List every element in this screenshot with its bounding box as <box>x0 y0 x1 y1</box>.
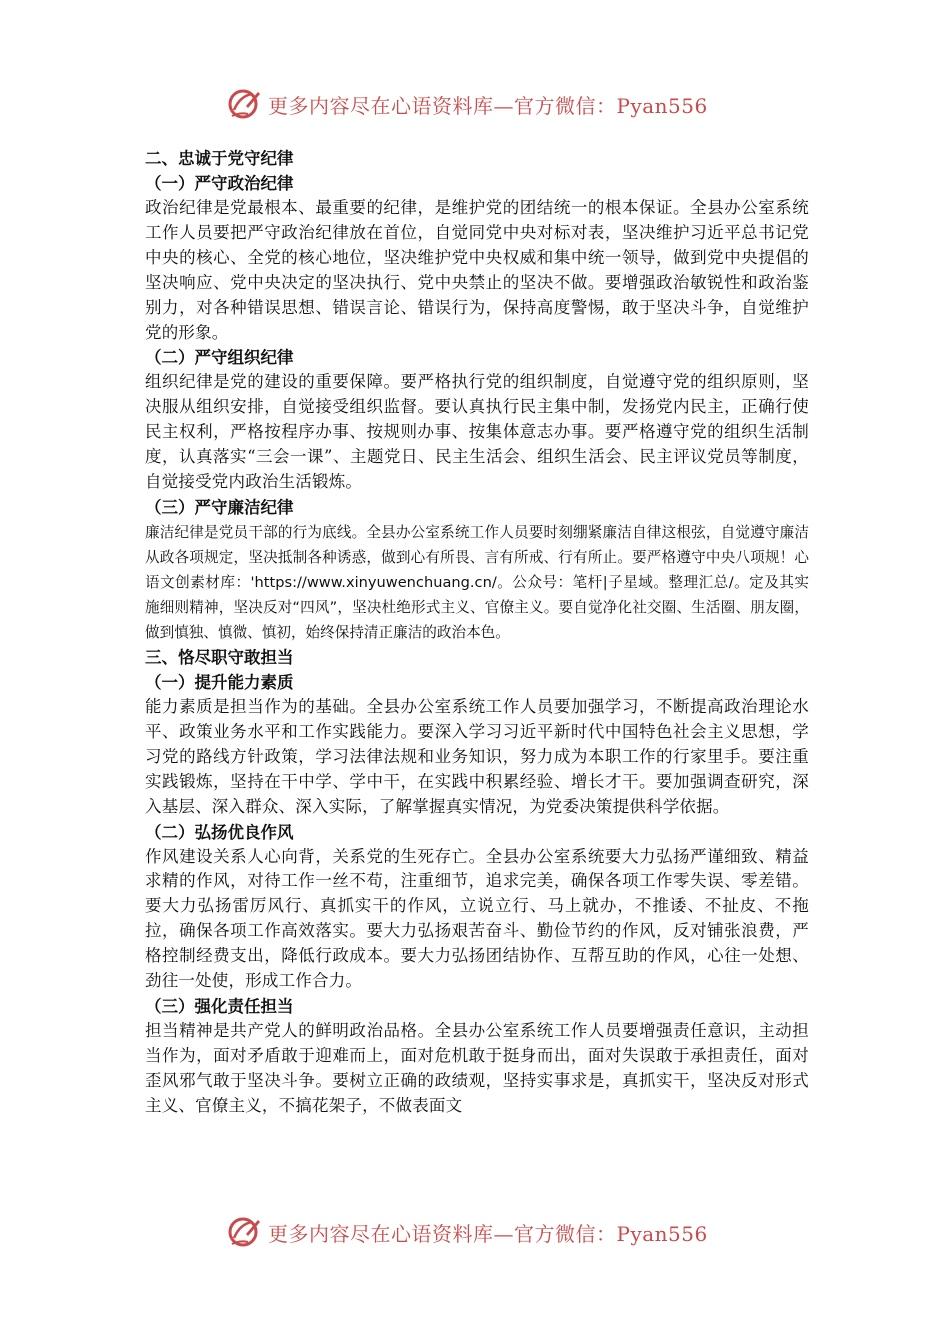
paragraph: 组织纪律是党的建设的重要保障。要严格执行党的组织制度，自觉遵守党的组织原则，坚决服从组织安排，自觉接受组织监督。要认真执行民主集中制，发扬党内民主，正确行使民主权利，严格按程序办事、按规则办事、按集体意志办事。要严格遵守党的组织生活制度，认真落实“三会一课”、主题党日、民主生活会、组织生活会、民主评议党员等制度，自觉接受党内政治生活锻炼。 <box>145 372 809 492</box>
subsection-heading: （三）严守廉洁纪律 <box>145 497 294 517</box>
section-heading: 二、忠诚于党守纪律 <box>145 149 294 168</box>
paragraph: 政治纪律是党最根本、最重要的纪律，是维护党的团结统一的根本保证。全县办公室系统工作人员要把严守政治纪律放在首位，自觉同党中央对标对表，坚决维护习近平总书记党中央的核心、全党的核心地位，坚决维护党中央权威和集中统一领导，做到党中央提倡的坚决响应、党中央决定的坚决执行、党中央禁止的坚决不做。要增强政治敏锐性和政治鉴别力，对各种错误思想、错误言论、错误行为，保持高度警惕，敢于坚决斗争，自觉维护党的形象。 <box>145 198 809 342</box>
banner-text: 更多内容尽在心语资料库—官方微信：Pyan556 <box>268 1221 708 1246</box>
document-body <box>145 146 809 1119</box>
pen-swirl-logo-icon <box>226 1214 262 1250</box>
subsection-heading: （一）提升能力素质 <box>145 672 294 692</box>
subsection-heading: （二）弘扬优良作风 <box>145 822 294 842</box>
subsection-heading: （一）严守政治纪律 <box>145 174 294 193</box>
banner-text: 更多内容尽在心语资料库—官方微信：Pyan556 <box>268 93 708 118</box>
pen-swirl-logo-icon <box>226 86 262 122</box>
paragraph: 廉洁纪律是党员干部的行为底线。全县办公室系统工作人员要时刻绷紧廉洁自律这根弦，自觉遵守廉洁从政各项规定，坚决抵制各种诱惑，做到心有所畏、言有所戒、行有所止。要严格遵守中央八项规！心语文创素材库：'https://www.xinyuwenchuang.cn/。公众号：笔杆|子星域。整理汇总/。定及其实施细则精神，坚决反对“四风”，坚决杜绝形式主义、官僚主义。要自觉净化社交圈、生活圈、朋友圈，做到慎独、慎微、慎初，始终保持清正廉洁的政治本色。 <box>145 523 809 641</box>
paragraph: 能力素质是担当作为的基础。全县办公室系统工作人员要加强学习，不断提高政治理论水平、政策业务水平和工作实践能力。要深入学习习近平新时代中国特色社会主义思想，学习党的路线方针政策，学习法律法规和业务知识，努力成为本职工作的行家里手。要注重实践锻炼，坚持在干中学、学中干，在实践中积累经验、增长才干。要加强调查研究，深入基层、深入群众、深入实际，了解掌握真实情况，为党委决策提供科学依据。 <box>145 696 809 816</box>
paragraph: 作风建设关系人心向背，关系党的生死存亡。全县办公室系统要大力弘扬严谨细致、精益求精的作风，对待工作一丝不苟，注重细节，追求完美，确保各项工作零失误、零差错。要大力弘扬雷厉风行、真抓实干的作风，立说立行、马上就办，不推诿、不扯皮、不拖拉，确保各项工作高效落实。要大力弘扬艰苦奋斗、勤俭节约的作风，反对铺张浪费，严格控制经费支出，降低行政成本。要大力弘扬团结协作、互帮互助的作风，心往一处想、劲往一处使，形成工作合力。 <box>145 846 809 991</box>
header-banner <box>226 84 746 124</box>
subsection-heading: （三）强化责任担当 <box>145 996 294 1016</box>
paragraph: 担当精神是共产党人的鲜明政治品格。全县办公室系统工作人员要增强责任意识，主动担当作为，面对矛盾敢于迎难而上，面对危机敢于挺身而出，面对失误敢于承担责任，面对歪风邪气敢于坚决斗争。要树立正确的政绩观，坚持实事求是，真抓实干，坚决反对形式主义、官僚主义，不搞花架子，不做表面文 <box>145 1020 809 1115</box>
subsection-heading: （二）严守组织纪律 <box>145 348 294 368</box>
footer-banner <box>226 1212 746 1252</box>
section-heading: 三、恪尽职守敢担当 <box>145 647 294 667</box>
